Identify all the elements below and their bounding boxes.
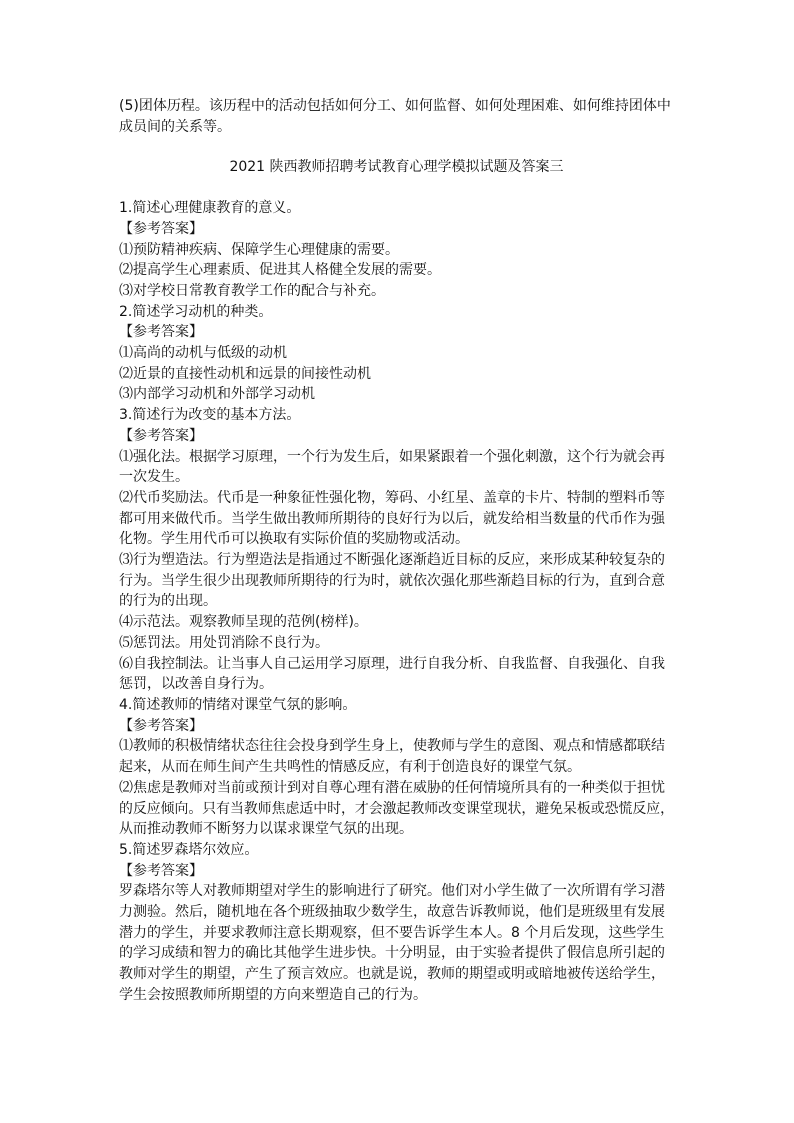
document-title: 2021 陕西教师招聘考试教育心理学模拟试题及答案三 — [229, 159, 564, 176]
body-line: 力测验。然后，随机地在各个班级抽取少数学生，故意告诉教师说，他们是班级里有发展 — [119, 904, 665, 921]
body-line: 【参考答案】 — [119, 324, 203, 341]
body-line: 3.简述行为改变的基本方法。 — [119, 407, 301, 424]
body-line: ⑹自我控制法。让当事人自己运用学习原理，进行自我分析、自我监督、自我强化、自我 — [119, 655, 665, 672]
intro-line-2: 成员间的关系等。 — [119, 118, 231, 135]
body-line: ⑸惩罚法。用处罚消除不良行为。 — [119, 634, 329, 651]
body-line: 的学习成绩和智力的确比其他学生进步快。十分明显，由于实验者提供了假信息所引起的 — [119, 945, 665, 962]
body-line: 都可用来做代币。当学生做出教师所期待的良好行为以后，就发给相当数量的代币作为强 — [119, 510, 665, 527]
body-line: ⑷示范法。观察教师呈现的范例(榜样)。 — [119, 614, 368, 631]
body-line: 2.简述学习动机的种类。 — [119, 303, 273, 320]
body-line: 罗森塔尔等人对教师期望对学生的影响进行了研究。他们对小学生做了一次所谓有学习潜 — [119, 883, 665, 900]
body-line: 教师对学生的期望，产生了预言效应。也就是说，教师的期望或明或暗地被传送给学生， — [119, 966, 665, 983]
body-line: 行为。当学生很少出现教师所期待的行为时，就依次强化那些渐趋目标的行为，直到合意 — [119, 572, 665, 589]
body-line: ⑵焦虑是教师对当前或预计到对自尊心理有潜在威胁的任何情境所具有的一种类似于担忧 — [119, 779, 665, 796]
body-line: ⑶行为塑造法。行为塑造法是指通过不断强化逐渐趋近目标的反应，来形成某种较复杂的 — [119, 552, 665, 569]
body-line: ⑴预防精神疾病、保障学生心理健康的需要。 — [119, 241, 399, 258]
spacer — [119, 178, 674, 198]
body-line: 起来，从而在师生间产生共鸣性的情感反应，有利于创造良好的课堂气氛。 — [119, 759, 581, 776]
intro-line-1: (5)团体历程。该历程中的活动包括如何分工、如何监督、如何处理困难、如何维持团体中 — [119, 98, 671, 114]
body-line: 【参考答案】 — [119, 717, 203, 734]
body-line: 潜力的学生，并要求教师注意长期观察，但不要告诉学生本人。8 个月后发现，这些学生 — [119, 924, 665, 941]
body-line: ⑵代币奖励法。代币是一种象征性强化物，筹码、小红星、盖章的卡片、特制的塑料币等 — [119, 489, 665, 506]
body-line: 惩罚，以改善自身行为。 — [119, 676, 273, 693]
body-line: ⑶内部学习动机和外部学习动机 — [119, 386, 315, 403]
body-line: 的行为的出现。 — [119, 593, 217, 610]
body-line: ⑴教师的积极情绪状态往往会投身到学生身上，使教师与学生的意图、观点和情感都联结 — [119, 738, 665, 755]
body-line: 4.简述教师的情绪对课堂气氛的影响。 — [119, 696, 357, 713]
body-line: 【参考答案】 — [119, 427, 203, 444]
body-line: 一次发生。 — [119, 469, 189, 486]
body-line: ⑴强化法。根据学习原理，一个行为发生后，如果紧跟着一个强化刺激，这个行为就会再 — [119, 448, 665, 465]
body-line: 1.简述心理健康教育的意义。 — [119, 200, 301, 217]
spacer — [119, 137, 674, 157]
document-body — [119, 198, 674, 1005]
body-line: 从而推动教师不断努力以谋求课堂气氛的出现。 — [119, 821, 413, 838]
body-line: ⑴高尚的动机与低级的动机 — [119, 345, 287, 362]
document-page — [119, 96, 674, 1006]
body-line: ⑵近景的直接性动机和远景的间接性动机 — [119, 365, 371, 382]
body-line: 【参考答案】 — [119, 220, 203, 237]
body-line: ⑵提高学生心理素质、促进其人格健全发展的需要。 — [119, 262, 441, 279]
body-line: 的反应倾向。只有当教师焦虑适中时，才会激起教师改变课堂现状，避免呆板或恐慌反应， — [119, 800, 674, 817]
body-line: ⑶对学校日常教育教学工作的配合与补充。 — [119, 282, 385, 299]
body-line: 【参考答案】 — [119, 862, 203, 879]
body-line: 5.简述罗森塔尔效应。 — [119, 841, 259, 858]
body-line: 化物。学生用代币可以换取有实际价值的奖励物或活动。 — [119, 531, 469, 548]
body-line: 学生会按照教师所期望的方向来塑造自己的行为。 — [119, 986, 427, 1003]
